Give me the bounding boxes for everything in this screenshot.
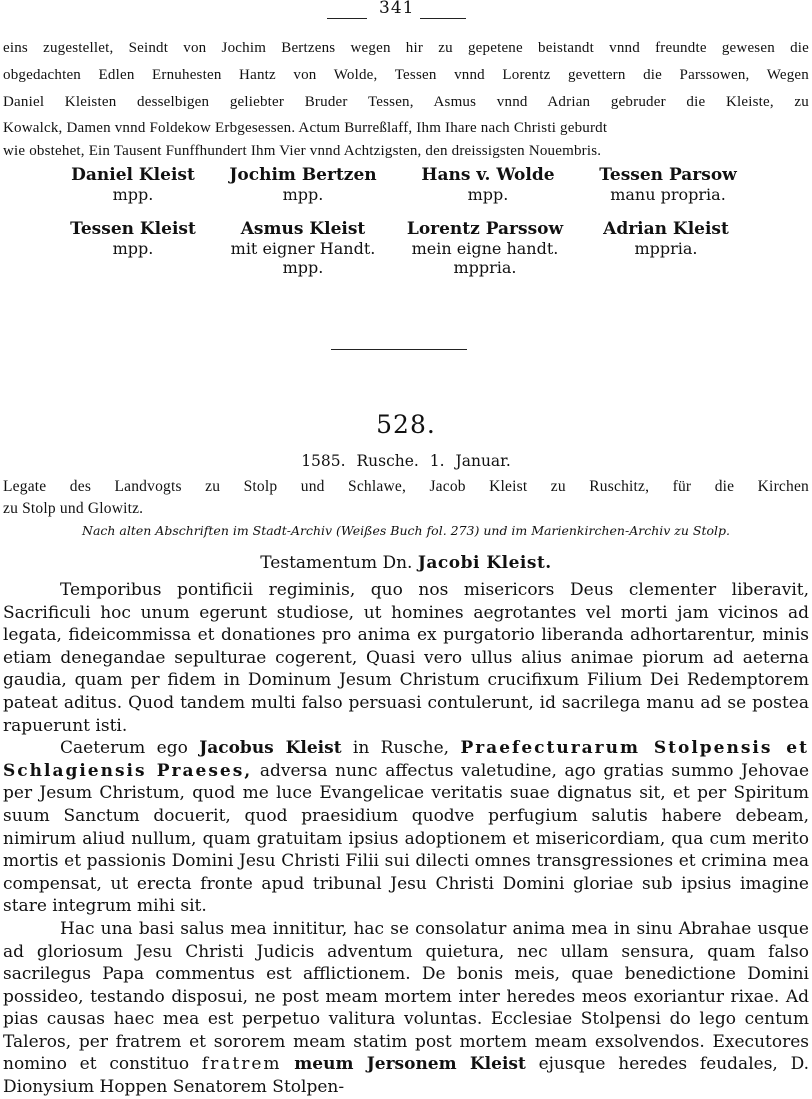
body-spaced-word: fratrem: [201, 1054, 282, 1075]
intro-line-4: Kowalck, Damen vnnd Foldekow Erbgesessen. Actum Burreßlaff, Ihm Ihare nach Christi geburdt: [3, 120, 608, 136]
signature-mark: mppria.: [634, 239, 698, 258]
intro-line-2: obgedachten Edlen Ernuhesten Hantz von Wolde, Tessen vnnd Lorentz gevettern die Parssowen, Wegen: [3, 67, 809, 83]
signature-name: Hans v. Wolde: [421, 165, 555, 185]
document-summary-line-1: Legate des Landvogts zu Stolp und Schlawe, Jacob Kleist zu Ruschitz, für die Kirchen: [3, 478, 809, 495]
signature-mark: mpp.: [282, 185, 324, 204]
signature-name: Adrian Kleist: [603, 219, 729, 239]
signature-mark: manu propria.: [610, 185, 726, 204]
document-title-prefix: Testamentum Dn.: [260, 553, 413, 573]
body-office-title: Praefecturarum Stolpensis et Schlagiensis Praeses,: [3, 738, 809, 781]
body-text: Caeterum ego: [60, 738, 188, 759]
signature-name: Asmus Kleist: [240, 219, 366, 239]
signature-tessen-kleist: [48, 219, 218, 258]
signature-mark: mpp.: [112, 185, 154, 204]
body-text: Hac una basi salus mea innititur, hac se consolatur anima mea in sinu Abrahae usque ad gloriosum Jesu Christi Judicis adventum quietura, nec ullam sensura, quam falso sacrilegus Papa commentus est afflictionem. De bonis meis, quae benedictione Domini possideo, testando disposui, ne post meam mortem inter heredes meos exoriantur rixae. Ad pias causas haec mea est perpetuo valitura voluntas. Ecclesiae Stolpensi do lego centum Taleros, per fratrem et sororem meam statim post mortem meam exsolvendos. Executores nomino et constituo: [3, 918, 809, 1075]
intro-line-3: Daniel Kleisten desselbigen geliebter Bruder Tessen, Asmus vnnd Adrian gebruder die Kleiste, zu: [3, 94, 809, 110]
document-summary-line-2: zu Stolp und Glowitz.: [3, 500, 144, 517]
body-paragraph-1: Temporibus pontificii regiminis, quo nos misericors Deus clementer liberavit, Sacrificuli hoc unum egerunt studiose, ut homines aegrotantes vel morti jam vicinos ad legata, fideicommissa et donationes pro anima ex purgatorio liberanda adhortarentur, minis etiam denegandae sepulturae cogerent, Quasi vero ullus alius animae piorum ad aeterna gaudia, quam per fidem in Dominum Jesum Christum crucifixum Filium Dei Redemptorem pateat aditus. Quod tandem multi falso persuasi contulerunt, id sacrilega manu ad se postea rapuerunt isti.: [3, 580, 809, 736]
document-date-line: 1585. Rusche. 1. Januar.: [301, 452, 511, 470]
signature-name: Daniel Kleist: [71, 165, 195, 185]
signature-mark: mit eigner Handt.: [230, 239, 376, 258]
document-title: [0, 553, 812, 573]
header-rule-right: [420, 18, 466, 19]
signature-name: Lorentz Parssow: [406, 219, 564, 239]
body-name-jerson-kleist: meum Jersonem Kleist: [294, 1054, 526, 1075]
signature-mark: mpp.: [112, 239, 154, 258]
document-body: [3, 579, 809, 1099]
body-text: ejusque heredes feudales, D. Dionysium Hoppen Senatorem Stolpen-: [3, 1054, 810, 1098]
signature-lorentz-parssow: [400, 219, 570, 277]
signature-mark-2: mpp.: [282, 258, 324, 277]
signature-hans-v-wolde: [403, 165, 573, 204]
document-source-note: Nach alten Abschriften im Stadt-Archiv (Weißes Buch fol. 273) und im Marienkirchen-Archiv zu Stolp.: [82, 523, 730, 538]
intro-line-5: wie obstehet, Ein Tausent Funffhundert Ihm Vier vnnd Achtzigsten, den dreissigsten Nouembris.: [3, 143, 602, 159]
intro-line-1: eins zugestellet, Seindt von Jochim Bertzens wegen hir zu gepetene beistandt vnnd freundte gewesen die: [3, 40, 809, 56]
body-name-jacobus-kleist: Jacobus Kleist: [199, 738, 342, 759]
signature-mark: mpp.: [467, 185, 509, 204]
signature-adrian-kleist: [581, 219, 751, 258]
signature-name: Jochim Bertzen: [229, 165, 377, 185]
section-divider: [331, 349, 467, 350]
document-number: 528.: [376, 410, 436, 439]
signature-asmus-kleist: [218, 219, 388, 277]
page-number: 341: [379, 0, 415, 18]
signature-jochim-bertzen: [218, 165, 388, 204]
body-text: in Rusche,: [352, 738, 450, 759]
signature-name: Tessen Kleist: [70, 219, 196, 239]
body-paragraph-2: [3, 737, 809, 918]
document-title-name: Jacobi Kleist.: [417, 553, 552, 573]
signature-name: Tessen Parsow: [599, 165, 737, 185]
signature-tessen-parsow: [583, 165, 753, 204]
body-paragraph-3: [3, 918, 809, 1099]
header-rule-left: [327, 18, 367, 19]
body-text: adversa nunc affectus valetudine, ago gratias summo Jehovae per Jesum Christum, quod me luce Evangelicae veritatis suae dignatus sit, et per Spiritum suum Sanctum docuerit, quod praesidium quodve perfugium salutis habere debeam, nimirum aliud nullum, quam gratuitam ipsius adoptionem et misericordiam, qua cum merito mortis et passionis Domini Jesu Christi Filii sui dilecti omnes transgressiones et crimina mea compensat, ut erecta fronte apud tribunal Jesu Christi Domini gloriae sub ipsius imagine stare integrum mihi sit.: [3, 760, 810, 917]
page-header: [0, 0, 812, 22]
signature-mark: mein eigne handt.: [411, 239, 559, 258]
signature-mark-2: mppria.: [453, 258, 517, 277]
signature-daniel-kleist: [48, 165, 218, 204]
